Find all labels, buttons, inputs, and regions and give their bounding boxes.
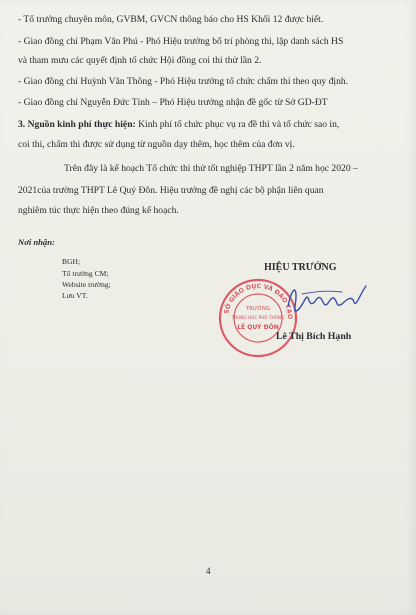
page-number: 4	[206, 566, 211, 576]
signatory-title: HIỆU TRƯỞNG	[264, 262, 337, 273]
body-line-10: nghiêm túc thực hiện theo đúng kế hoạch.	[18, 205, 179, 216]
body-line-6	[18, 119, 339, 131]
body-line-9: 2021của trường THPT Lê Quý Đôn. Hiệu trưởng đề nghị các bộ phận liên quan	[18, 185, 324, 196]
recipient-item: Website trường;	[62, 280, 111, 289]
body-line-6-rest: Kinh phí tổ chức phục vụ ra đề thi và tổ chức sao in,	[135, 119, 340, 130]
body-line-8: Trên đây là kế hoạch Tổ chức thi thử tốt nghiệp THPT lần 2 năm học 2020 –	[64, 163, 358, 174]
body-line-4: - Giao đồng chí Huỳnh Văn Thông - Phó Hiệu trưởng tổ chức chấm thi theo quy định.	[18, 76, 349, 87]
recipient-item: Tổ trưởng CM;	[62, 269, 109, 278]
signatory-name: Lê Thị Bích Hạnh	[276, 331, 352, 342]
body-line-1: - Tổ trưởng chuyên môn, GVBM, GVCN thông báo cho HS Khối 12 được biết.	[18, 14, 324, 25]
stamp-inner-line: TRUNG HỌC PHỔ THÔNG	[231, 315, 285, 320]
stamp-inner-line: TRƯỜNG	[246, 306, 270, 312]
handwritten-signature	[282, 280, 382, 320]
body-line-7: coi thi, chấm thi được sử dụng từ nguồn dạy thêm, học thêm của đơn vị.	[18, 139, 295, 150]
recipients-title: Nơi nhận:	[18, 237, 55, 247]
stamp-outer-text: SỞ GIÁO DỤC VÀ ĐÀO TẠO	[223, 282, 294, 320]
body-line-2: - Giao đồng chí Phạm Văn Phú - Phó Hiệu trưởng bố trí phòng thi, lập danh sách HS	[18, 36, 344, 47]
recipient-item: Lưu VT.	[62, 291, 88, 300]
section-heading-funding: 3. Nguồn kinh phí thực hiện:	[18, 119, 136, 130]
recipient-item: BGH;	[62, 257, 81, 266]
body-line-3: và tham mưu các quyết định tổ chức Hội đồng coi thi thử lần 2.	[18, 55, 262, 66]
body-line-5: - Giao đồng chí Nguyễn Đức Tính – Phó Hiệu trưởng nhận đề gốc từ Sở GD-ĐT	[18, 97, 328, 108]
stamp-inner-line: LÊ QUÝ ĐÔN	[237, 324, 279, 331]
